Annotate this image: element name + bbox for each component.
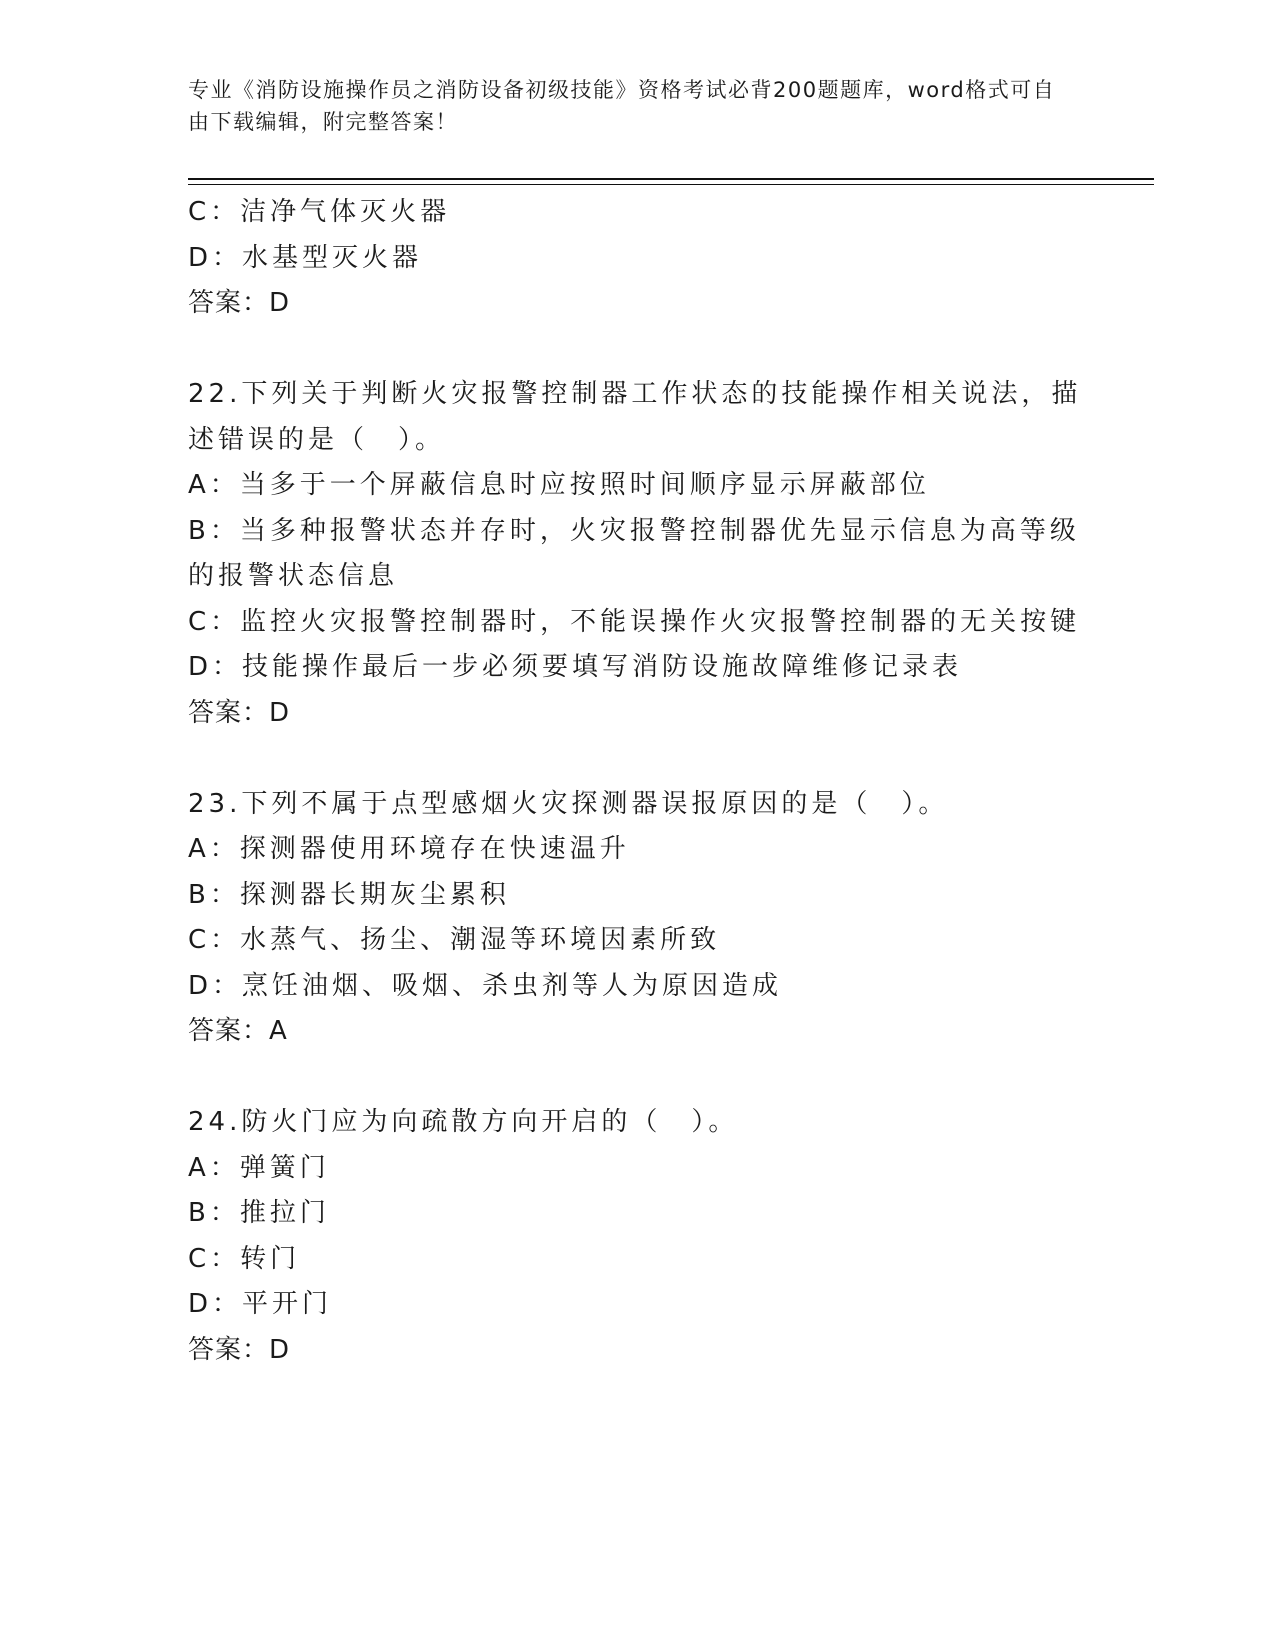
- answer: 答案：D: [188, 1334, 291, 1365]
- answer: 答案：D: [188, 288, 291, 318]
- header-divider-thin: [188, 184, 1154, 185]
- answer: 答案：A: [188, 1016, 288, 1046]
- question-stem: 23.下列不属于点型感烟火灾探测器误报原因的是（ ）。: [188, 788, 949, 819]
- answer: 答案：D: [188, 697, 291, 728]
- header-divider-thick: [188, 178, 1154, 180]
- spacer: [188, 736, 1088, 782]
- question-list: [188, 190, 1088, 1373]
- option-b: B：推拉门: [188, 1198, 330, 1228]
- option-d: D：技能操作最后一步必须要填写消防设施故障维修记录表: [188, 652, 963, 682]
- option-d: D：烹饪油烟、吸烟、杀虫剂等人为原因造成: [188, 970, 783, 1001]
- option-d: D：平开门: [188, 1289, 333, 1319]
- option-d: D：水基型灭火器: [188, 242, 423, 273]
- option-c: C：监控火灾报警控制器时，不能误操作火灾报警控制器的无关按键: [188, 606, 1081, 637]
- question-22: [188, 372, 1088, 736]
- option-b: B：当多种报警状态并存时，火灾报警控制器优先显示信息为高等级的报警状态信息: [188, 515, 1080, 591]
- option-c: C：转门: [188, 1243, 301, 1274]
- question-stem: 22.下列关于判断火灾报警控制器工作状态的技能操作相关说法，描述错误的是（ ）。: [188, 379, 1082, 455]
- question-continued: [188, 190, 1088, 327]
- option-a: A：当多于一个屏蔽信息时应按照时间顺序显示屏蔽部位: [188, 470, 930, 500]
- spacer: [188, 1055, 1088, 1101]
- spacer: [188, 327, 1088, 373]
- option-a: A：探测器使用环境存在快速温升: [188, 834, 630, 864]
- document-header: 专业《消防设施操作员之消防设备初级技能》资格考试必背200题题库，word格式可自由下载编辑，附完整答案！: [188, 78, 1056, 134]
- question-23: [188, 782, 1088, 1055]
- question-stem: 24.防火门应为向疏散方向开启的（ ）。: [188, 1107, 739, 1137]
- option-a: A：弹簧门: [188, 1152, 330, 1183]
- option-c: C：水蒸气、扬尘、潮湿等环境因素所致: [188, 925, 721, 955]
- option-c: C：洁净气体灭火器: [188, 197, 451, 227]
- option-b: B：探测器长期灰尘累积: [188, 879, 510, 910]
- question-24: [188, 1100, 1088, 1373]
